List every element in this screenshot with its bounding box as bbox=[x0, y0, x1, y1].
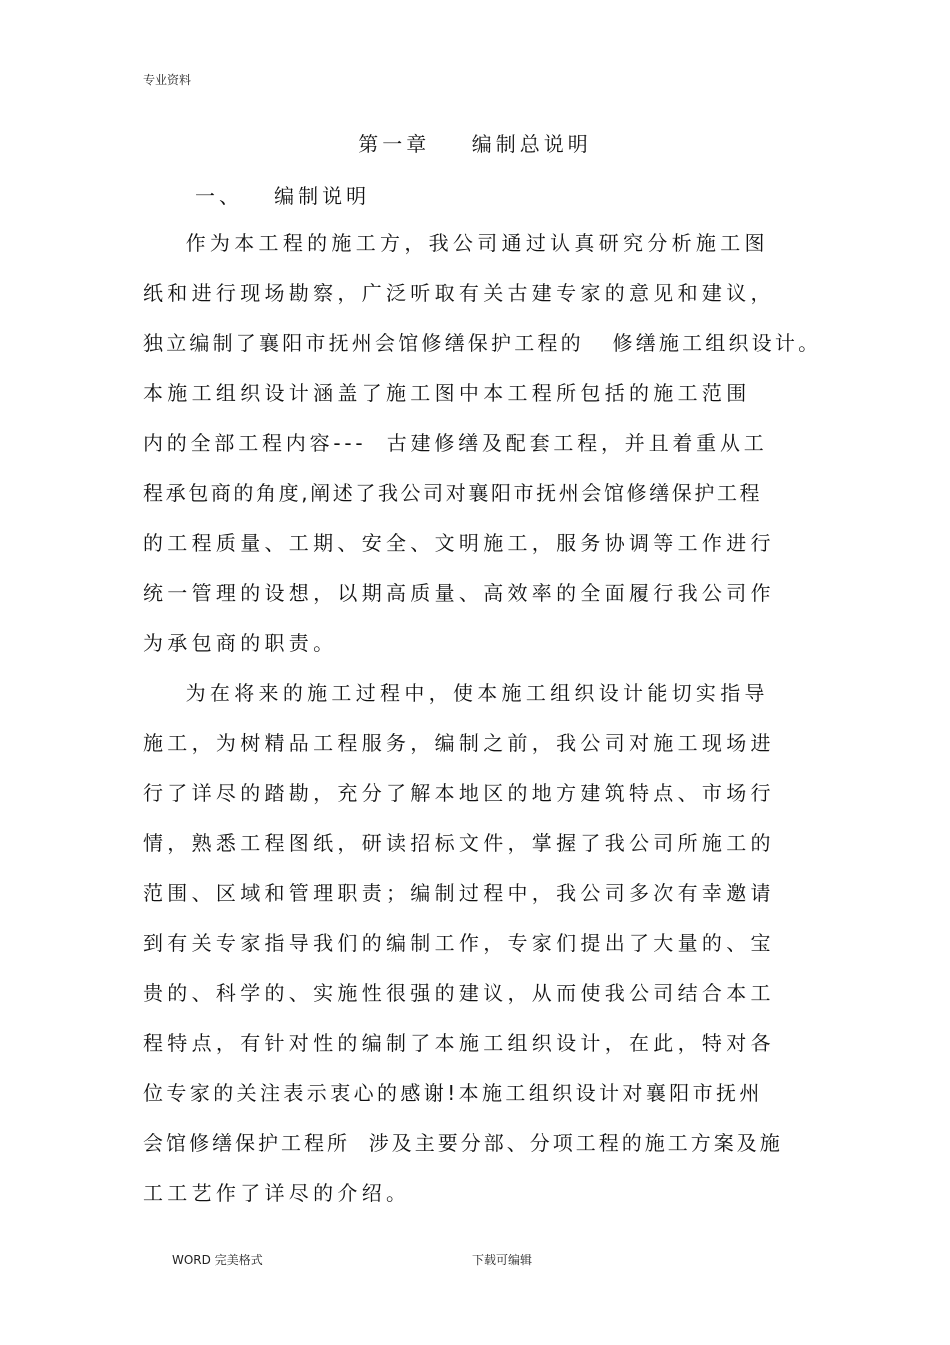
paragraph-line: 行了详尽的踏勘，充分了解本地区的地方建筑特点、市场行 bbox=[143, 781, 775, 805]
paragraph-line: 贵的、科学的、实施性很强的建议，从而使我公司结合本工 bbox=[143, 981, 775, 1005]
paragraph-line: 为在将来的施工过程中，使本施工组织设计能切实指导 bbox=[143, 681, 769, 705]
paragraph-line: 情，熟悉工程图纸，研读招标文件，掌握了我公司所施工的 bbox=[143, 831, 775, 855]
section-heading: 一、 编制说明 bbox=[195, 184, 371, 208]
header-note: 专业资料 bbox=[143, 73, 192, 87]
paragraph-line: 本施工组织设计涵盖了施工图中本工程所包括的施工范围 bbox=[143, 381, 751, 405]
paragraph-line: 的工程质量、工期、安全、文明施工，服务协调等工作进行 bbox=[143, 531, 775, 555]
paragraph-line: 施工，为树精品工程服务，编制之前，我公司对施工现场进 bbox=[143, 731, 775, 755]
paragraph-line: 作为本工程的施工方，我公司通过认真研究分析施工图 bbox=[143, 231, 769, 255]
footer-right: 下载可编辑 bbox=[472, 1253, 533, 1267]
paragraph-line: 独立编制了襄阳市抚州会馆修缮保护工程的 修缮施工组织设计。 bbox=[143, 331, 822, 355]
paragraph-line: 为承包商的职责。 bbox=[143, 631, 338, 655]
footer-left: WORD 完美格式 bbox=[172, 1253, 263, 1267]
paragraph-line: 程特点，有针对性的编制了本施工组织设计，在此，特对各 bbox=[143, 1031, 775, 1055]
paragraph-line: 范围、区域和管理职责；编制过程中，我公司多次有幸邀请 bbox=[143, 881, 775, 905]
paragraph-line: 内的全部工程内容--- 古建修缮及配套工程，并且着重从工 bbox=[143, 431, 768, 455]
paragraph-line: 工工艺作了详尽的介绍。 bbox=[143, 1181, 411, 1205]
paragraph-line: 位专家的关注表示衷心的感谢!本施工组织设计对襄阳市抚州 bbox=[143, 1081, 763, 1105]
paragraph-line: 到有关专家指导我们的编制工作，专家们提出了大量的、宝 bbox=[143, 931, 775, 955]
paragraph-line: 程承包商的角度,阐述了我公司对襄阳市抚州会馆修缮保护工程 bbox=[143, 481, 763, 505]
paragraph-line: 统一管理的设想，以期高质量、高效率的全面履行我公司作 bbox=[143, 581, 775, 605]
paragraph-line: 会馆修缮保护工程所 涉及主要分部、分项工程的施工方案及施 bbox=[143, 1131, 783, 1155]
paragraph-line: 纸和进行现场勘察，广泛听取有关古建专家的意见和建议， bbox=[143, 281, 775, 305]
chapter-title: 第一章 编制总说明 bbox=[358, 132, 592, 156]
